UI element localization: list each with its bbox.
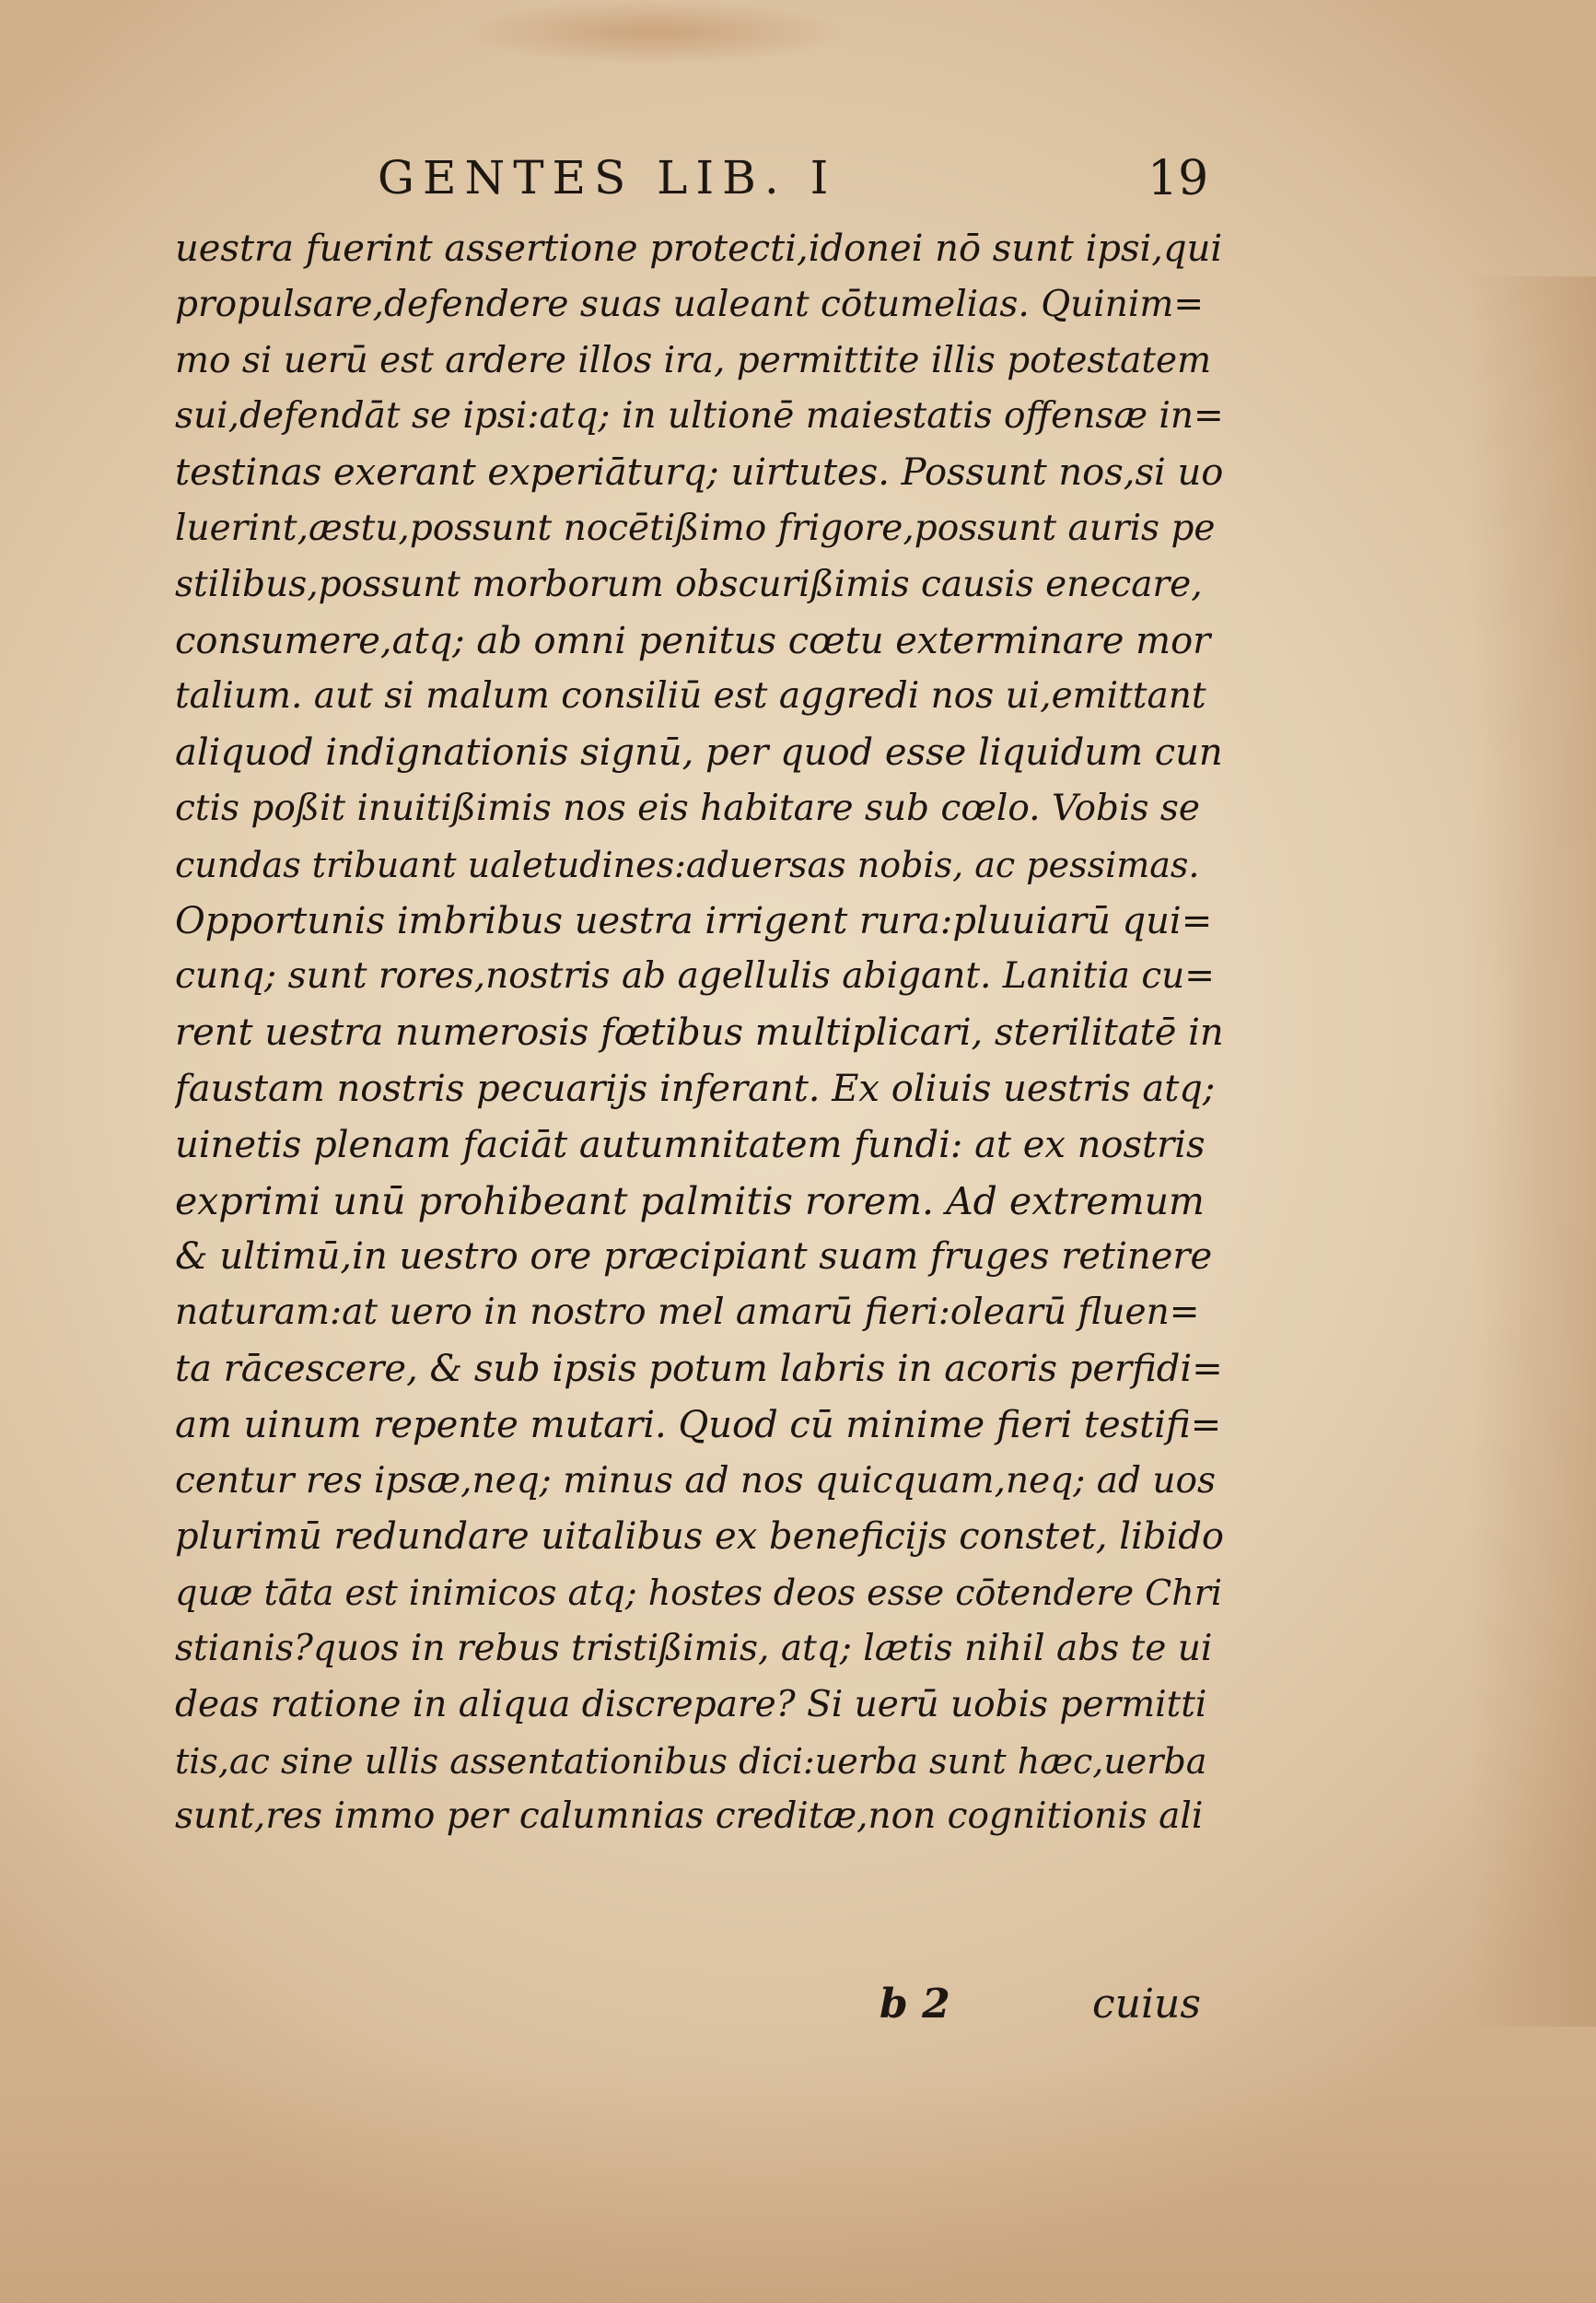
- text-line: uinetis plenam faciāt autumnitatem fundi: at ex nostris: [175, 1123, 1206, 1166]
- paper-stain-right: [1467, 276, 1596, 2027]
- page-footer: [0, 1981, 1596, 2045]
- text-line: aliquod indignationis signū, per quod esse liquidum cun: [175, 731, 1223, 775]
- text-line: mo si uerū est ardere illos ira, permittite illis potestatem: [175, 339, 1212, 381]
- text-line: talium. aut si malum consiliū est aggredi nos ui,emittant: [175, 675, 1206, 718]
- text-line: uestra fuerint assertione protecti,idonei nō sunt ipsi,qui: [175, 228, 1223, 270]
- text-line: luerint,æstu,possunt nocētißimo frigore,possunt auris pe: [175, 507, 1216, 549]
- text-line: stilibus,possunt morborum obscurißimis causis enecare,: [175, 563, 1203, 605]
- text-line: stianis?quos in rebus tristißimis, atq; lætis nihil abs te ui: [175, 1627, 1213, 1669]
- text-line: quæ tāta est inimicos atq; hostes deos esse cōtendere Chri: [175, 1572, 1223, 1614]
- text-line: sunt,res immo per calumnias creditæ,non cognitionis ali: [175, 1795, 1204, 1838]
- text-line: am uinum repente mutari. Quod cū minime fieri testifi=: [175, 1403, 1222, 1446]
- text-line: plurimū redundare uitalibus ex beneficijs constet, libido: [175, 1515, 1224, 1559]
- body-text: [175, 221, 1225, 1845]
- page-number: 19: [1147, 151, 1209, 206]
- catchword: cuius: [1092, 1981, 1201, 2028]
- text-line: rent uestra numerosis fœtibus multiplicari, sterilitatē in: [175, 1011, 1224, 1055]
- running-head-title: GENTES LIB. I: [378, 151, 837, 205]
- text-line: naturam:at uero in nostro mel amarū fieri:olearū fluen=: [175, 1292, 1200, 1334]
- text-line: ctis poßit inuitißimis nos eis habitare sub cœlo. Vobis se: [175, 787, 1200, 829]
- text-line: sui,defendāt se ipsi:atq; in ultionē maiestatis offensæ in=: [175, 395, 1224, 438]
- paper-stain-bottom: [0, 2063, 1596, 2303]
- text-line: exprimi unū prohibeant palmitis rorem. Ad extremum: [175, 1178, 1205, 1223]
- text-line: ta rācescere, & sub ipsis potum labris in acoris perfidi=: [175, 1347, 1223, 1390]
- text-line: cundas tribuant ualetudines:aduersas nobis, ac pessimas.: [175, 844, 1200, 885]
- text-line: faustam nostris pecuarijs inferant. Ex oliuis uestris atq;: [175, 1067, 1216, 1110]
- text-line: deas ratione in aliqua discrepare? Si uerū uobis permitti: [175, 1683, 1207, 1725]
- text-line: propulsare,defendere suas ualeant cōtumelias. Quinim=: [175, 283, 1205, 325]
- signature-mark: b 2: [880, 1981, 950, 2028]
- text-line: cunq; sunt rores,nostris ab agellulis abigant. Lanitia cu=: [175, 955, 1215, 998]
- text-line: & ultimū,in uestro ore præcipiant suam fruges retinere: [175, 1235, 1213, 1279]
- running-head: [0, 146, 1596, 219]
- text-line: tis,ac sine ullis assentationibus dici:uerba sunt hæc,uerba: [175, 1740, 1207, 1782]
- text-line: testinas exerant experiāturq; uirtutes. Possunt nos,si uo: [175, 451, 1224, 495]
- text-line: centur res ipsæ,neq; minus ad nos quicquam,neq; ad uos: [175, 1459, 1216, 1502]
- text-line: consumere,atq; ab omni penitus cœtu exterminare mor: [175, 619, 1211, 662]
- paper-stain-top: [460, 0, 847, 64]
- text-line: Opportunis imbribus uestra irrigent rura:pluuiarū qui=: [175, 899, 1213, 942]
